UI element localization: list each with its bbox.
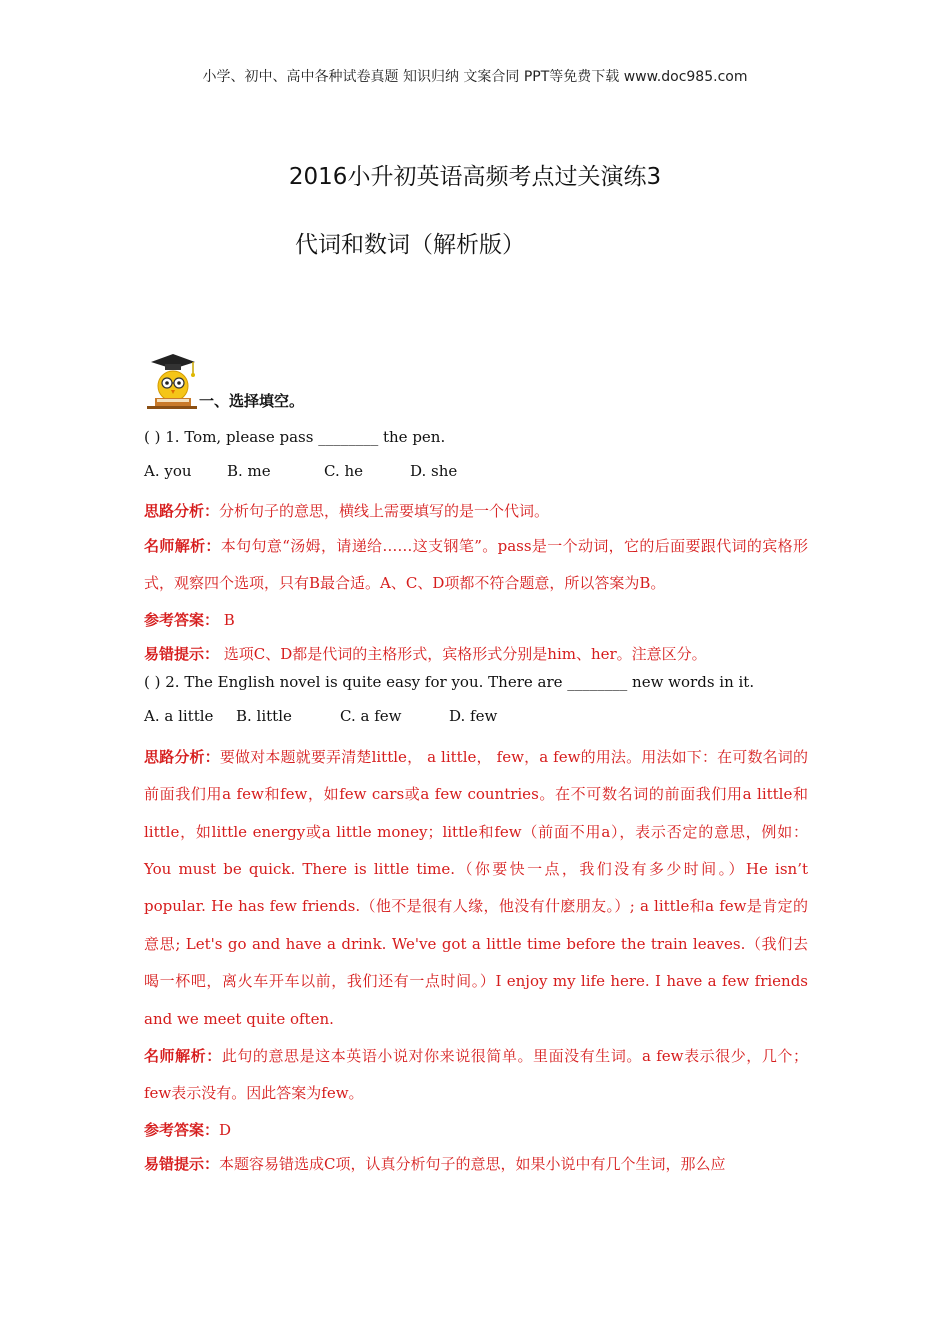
doc-title: 2016小升初英语高频考点过关演练3 [288,164,662,190]
section-title: 一、选择填空。 [199,392,305,410]
doc-subtitle: 代词和数词（解析版） [295,232,525,258]
option-a: A. you [144,462,192,480]
question-1-stem: ( ) 1. Tom, please pass ________ the pen. [144,428,446,446]
document-body [144,426,808,1181]
question-2-options [144,705,808,739]
option-c: C. a few [340,706,402,725]
q1-analysis: 思路分析：分析句子的意思，横线上需要填写的是一个代词。 [144,502,550,520]
q2-answer: 参考答案：D [144,1120,232,1139]
graduate-mascot-icon [143,352,197,410]
q1-error-tip: 易错提示： 选项C、D都是代词的主格形式，宾格形式分别是him、her。注意区分。 [144,644,707,663]
option-d: D. she [410,462,458,480]
page-header: 小学、初中、高中各种试卷真题 知识归纳 文案合同 PPT等免费下载 www.doc985.com [202,69,748,85]
option-d: D. few [449,706,498,725]
option-b: B. little [236,706,292,725]
q2-teacher-explanation: 名师解析：此句的意思是这本英语小说对你来说很简单。里面没有生词。a few表示很少，几个；few表示没有。因此答案为few。 [144,1047,808,1103]
q2-analysis: 思路分析：要做对本题就要弄清楚little， a little， few，a few的用法。用法如下：在可数名词的前面我们用a few和few，如few cars或a few countries。在不可数名词的前面我们用a little和little，如little energy或a little money；little和few（前面不用a），表示否定的意思，例如：You must be quick. There is little time.（你要快一点，我们没有多少时间。）He isn’t popular. He has few friends.（他不是很有人缘，他没有什麽朋友。）; a little和a few是肯定的意思; Let's go and have a drink. We've got a little time before the train leaves.（我们去喝一杯吧，离火车开车以前，我们还有一点时间。）I enjoy my life here. I have a few friends and we meet quite often. [144,747,808,1028]
option-c: C. he [324,462,364,480]
option-b: B. me [227,462,271,480]
option-a: A. a little [144,706,214,725]
question-2-stem: ( ) 2. The English novel is quite easy for you. There are ________ new words in it. [144,672,755,691]
question-1-options [144,460,808,494]
q1-answer: 参考答案： B [144,610,235,629]
q1-teacher-explanation: 名师解析：本句句意“汤姆，请递给……这支钢笔”。pass是一个动词，它的后面要跟代词的宾格形式，观察四个选项，只有B最合适。A、C、D项都不符合题意，所以答案为B。 [144,537,808,593]
q2-error-tip: 易错提示：本题容易错选成C项，认真分析句子的意思，如果小说中有几个生词，那么应 [144,1154,726,1173]
